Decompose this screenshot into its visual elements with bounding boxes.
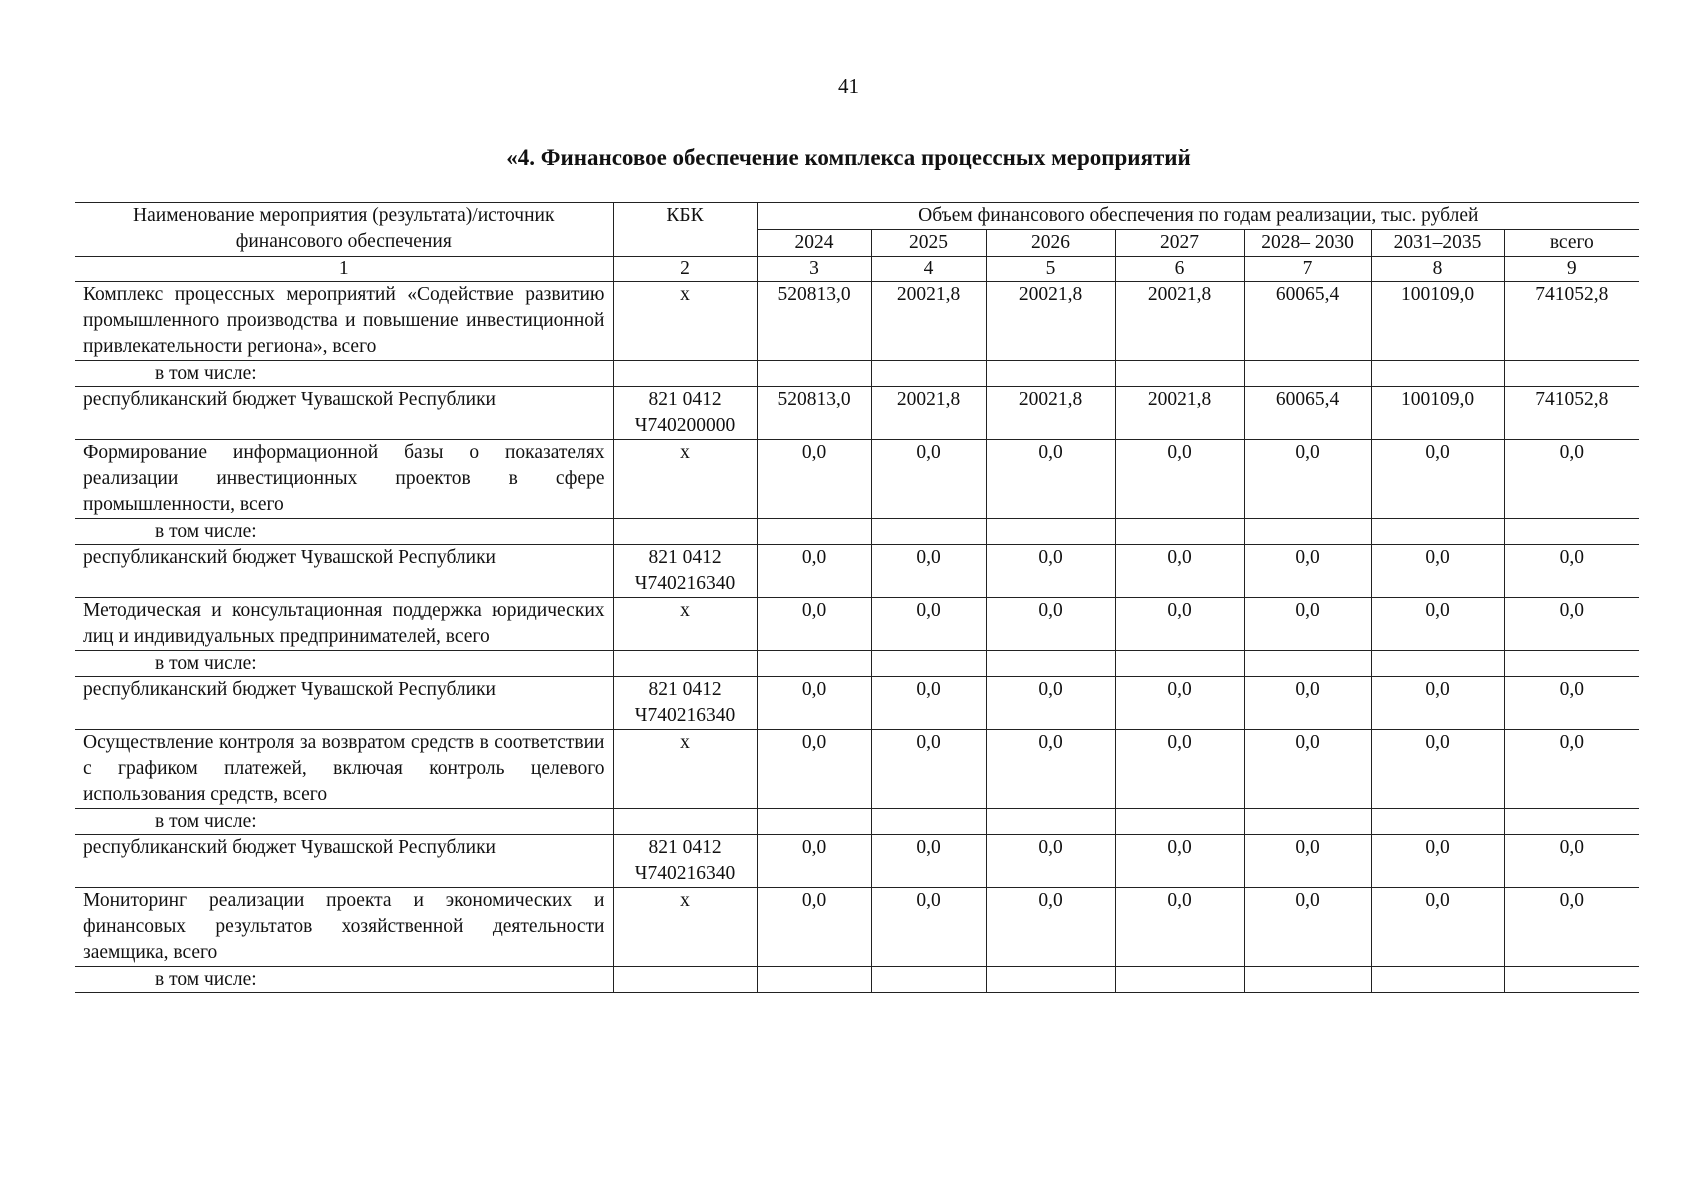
header-volume: Объем финансового обеспечения по годам реализации, тыс. рублей — [757, 203, 1639, 230]
column-index: 2 — [613, 257, 757, 282]
row-year-value — [757, 361, 871, 387]
row-kbk: 821 0412 Ч740216340 — [613, 835, 757, 888]
header-year: 2025 — [871, 230, 986, 257]
row-name: Методическая и консультационная поддержка юридических лиц и индивидуальных предпринимателей, всего — [75, 598, 613, 651]
header-year: 2024 — [757, 230, 871, 257]
row-year-value: 0,0 — [1371, 835, 1504, 888]
row-year-value: 20021,8 — [986, 282, 1115, 361]
header-row-top — [75, 203, 1639, 230]
table-row — [75, 677, 1639, 730]
row-year-value: 0,0 — [1115, 677, 1244, 730]
row-year-value: 0,0 — [986, 598, 1115, 651]
row-total-value: 0,0 — [1504, 677, 1639, 730]
column-index: 9 — [1504, 257, 1639, 282]
row-name: республиканский бюджет Чувашской Республики — [75, 545, 613, 598]
row-year-value: 0,0 — [871, 440, 986, 519]
header-kbk: КБК — [613, 203, 757, 257]
row-year-value: 20021,8 — [1115, 387, 1244, 440]
row-year-value — [757, 651, 871, 677]
row-year-value: 0,0 — [1371, 677, 1504, 730]
row-name: в том числе: — [75, 967, 613, 993]
row-year-value: 0,0 — [757, 440, 871, 519]
row-year-value — [871, 809, 986, 835]
row-total-value — [1504, 967, 1639, 993]
financing-table — [75, 202, 1639, 993]
row-year-value — [1115, 519, 1244, 545]
row-year-value — [986, 651, 1115, 677]
row-kbk — [613, 809, 757, 835]
row-year-value — [871, 361, 986, 387]
row-year-value: 0,0 — [986, 835, 1115, 888]
row-year-value: 0,0 — [1115, 545, 1244, 598]
row-year-value: 0,0 — [986, 677, 1115, 730]
page-number: 41 — [838, 74, 859, 98]
subtotal-label-row — [75, 809, 1639, 835]
row-kbk: 821 0412 Ч740216340 — [613, 545, 757, 598]
row-year-value — [1371, 809, 1504, 835]
row-year-value: 0,0 — [1244, 835, 1371, 888]
column-index: 5 — [986, 257, 1115, 282]
row-year-value — [1115, 651, 1244, 677]
row-year-value: 0,0 — [871, 545, 986, 598]
row-year-value: 0,0 — [986, 440, 1115, 519]
row-year-value: 0,0 — [1371, 545, 1504, 598]
row-name: республиканский бюджет Чувашской Республики — [75, 387, 613, 440]
row-year-value: 60065,4 — [1244, 387, 1371, 440]
row-total-value: 0,0 — [1504, 440, 1639, 519]
row-year-value — [1371, 361, 1504, 387]
row-kbk — [613, 519, 757, 545]
row-year-value — [986, 519, 1115, 545]
row-year-value: 520813,0 — [757, 387, 871, 440]
row-total-value: 741052,8 — [1504, 282, 1639, 361]
row-name: Комплекс процессных мероприятий «Содействие развитию промышленного производства и повышение инвестиционной привлекательности региона», всего — [75, 282, 613, 361]
row-total-value: 0,0 — [1504, 598, 1639, 651]
row-year-value: 0,0 — [757, 730, 871, 809]
column-index: 7 — [1244, 257, 1371, 282]
table-row — [75, 598, 1639, 651]
column-index: 8 — [1371, 257, 1504, 282]
row-year-value — [1371, 967, 1504, 993]
row-year-value: 0,0 — [871, 598, 986, 651]
row-year-value: 0,0 — [871, 888, 986, 967]
row-year-value — [1115, 361, 1244, 387]
header-year: 2026 — [986, 230, 1115, 257]
column-index: 3 — [757, 257, 871, 282]
row-kbk: х — [613, 598, 757, 651]
row-year-value — [1244, 809, 1371, 835]
row-year-value: 0,0 — [871, 730, 986, 809]
subtotal-label-row — [75, 967, 1639, 993]
row-name: республиканский бюджет Чувашской Республики — [75, 677, 613, 730]
row-year-value: 0,0 — [1244, 888, 1371, 967]
row-year-value: 0,0 — [871, 677, 986, 730]
row-year-value: 0,0 — [986, 888, 1115, 967]
column-index-row — [75, 257, 1639, 282]
row-year-value: 0,0 — [1371, 888, 1504, 967]
row-year-value: 0,0 — [757, 598, 871, 651]
row-name: в том числе: — [75, 809, 613, 835]
subtotal-label-row — [75, 651, 1639, 677]
row-year-value — [757, 519, 871, 545]
table-row — [75, 545, 1639, 598]
row-year-value: 0,0 — [1115, 598, 1244, 651]
column-index: 4 — [871, 257, 986, 282]
row-year-value — [871, 519, 986, 545]
row-year-value: 0,0 — [1115, 888, 1244, 967]
row-year-value — [1371, 651, 1504, 677]
row-kbk: 821 0412 Ч740200000 — [613, 387, 757, 440]
row-year-value — [986, 361, 1115, 387]
row-kbk: х — [613, 888, 757, 967]
row-kbk — [613, 651, 757, 677]
row-year-value: 0,0 — [1244, 730, 1371, 809]
row-year-value — [757, 809, 871, 835]
row-name: республиканский бюджет Чувашской Республики — [75, 835, 613, 888]
row-year-value — [1244, 361, 1371, 387]
row-year-value — [871, 967, 986, 993]
row-year-value: 0,0 — [1371, 598, 1504, 651]
row-total-value — [1504, 361, 1639, 387]
subtotal-label-row — [75, 361, 1639, 387]
row-year-value: 0,0 — [757, 677, 871, 730]
row-year-value: 20021,8 — [986, 387, 1115, 440]
table-row — [75, 730, 1639, 809]
row-year-value: 60065,4 — [1244, 282, 1371, 361]
row-year-value — [757, 967, 871, 993]
row-year-value: 0,0 — [871, 835, 986, 888]
row-name: Мониторинг реализации проекта и экономических и финансовых результатов хозяйственной деятельности заемщика, всего — [75, 888, 613, 967]
row-total-value: 0,0 — [1504, 730, 1639, 809]
row-total-value: 0,0 — [1504, 888, 1639, 967]
row-kbk — [613, 361, 757, 387]
row-year-value: 20021,8 — [871, 282, 986, 361]
row-total-value: 741052,8 — [1504, 387, 1639, 440]
row-total-value — [1504, 651, 1639, 677]
row-name: Формирование информационной базы о показателях реализации инвестиционных проектов в сфере промышленности, всего — [75, 440, 613, 519]
row-year-value: 0,0 — [757, 545, 871, 598]
row-total-value: 0,0 — [1504, 545, 1639, 598]
header-year: 2031–2035 — [1371, 230, 1504, 257]
row-year-value — [871, 651, 986, 677]
row-year-value: 0,0 — [757, 888, 871, 967]
row-kbk: 821 0412 Ч740216340 — [613, 677, 757, 730]
header-year: 2028– 2030 — [1244, 230, 1371, 257]
row-year-value: 0,0 — [1371, 730, 1504, 809]
row-total-value: 0,0 — [1504, 835, 1639, 888]
section-title: «4. Финансовое обеспечение комплекса процессных мероприятий — [506, 145, 1191, 170]
row-kbk — [613, 967, 757, 993]
row-year-value: 100109,0 — [1371, 387, 1504, 440]
header-year: 2027 — [1115, 230, 1244, 257]
row-year-value: 20021,8 — [1115, 282, 1244, 361]
row-year-value: 520813,0 — [757, 282, 871, 361]
row-year-value: 0,0 — [986, 545, 1115, 598]
column-index: 1 — [75, 257, 613, 282]
row-year-value: 0,0 — [1244, 440, 1371, 519]
row-total-value — [1504, 519, 1639, 545]
row-year-value: 20021,8 — [871, 387, 986, 440]
column-index: 6 — [1115, 257, 1244, 282]
row-kbk: х — [613, 440, 757, 519]
row-total-value — [1504, 809, 1639, 835]
header-total: всего — [1504, 230, 1639, 257]
row-year-value: 0,0 — [1115, 730, 1244, 809]
row-kbk: х — [613, 282, 757, 361]
row-name: в том числе: — [75, 651, 613, 677]
row-kbk: х — [613, 730, 757, 809]
row-year-value: 0,0 — [1244, 677, 1371, 730]
row-year-value — [1371, 519, 1504, 545]
row-year-value: 0,0 — [1115, 835, 1244, 888]
table-row — [75, 387, 1639, 440]
table-row — [75, 282, 1639, 361]
row-year-value — [1115, 967, 1244, 993]
row-name: в том числе: — [75, 361, 613, 387]
row-year-value — [986, 809, 1115, 835]
row-year-value: 0,0 — [1244, 545, 1371, 598]
row-year-value — [1244, 651, 1371, 677]
table-row — [75, 835, 1639, 888]
row-name: в том числе: — [75, 519, 613, 545]
subtotal-label-row — [75, 519, 1639, 545]
row-year-value: 100109,0 — [1371, 282, 1504, 361]
row-year-value — [986, 967, 1115, 993]
table-row — [75, 888, 1639, 967]
row-year-value — [1244, 519, 1371, 545]
row-name: Осуществление контроля за возвратом средств в соответствии с графиком платежей, включая контроль целевого использования средств, всего — [75, 730, 613, 809]
row-year-value — [1115, 809, 1244, 835]
table-row — [75, 440, 1639, 519]
row-year-value: 0,0 — [757, 835, 871, 888]
row-year-value: 0,0 — [1371, 440, 1504, 519]
header-name: Наименование мероприятия (результата)/источник финансового обеспечения — [75, 203, 613, 257]
row-year-value — [1244, 967, 1371, 993]
row-year-value: 0,0 — [1244, 598, 1371, 651]
row-year-value: 0,0 — [1115, 440, 1244, 519]
row-year-value: 0,0 — [986, 730, 1115, 809]
